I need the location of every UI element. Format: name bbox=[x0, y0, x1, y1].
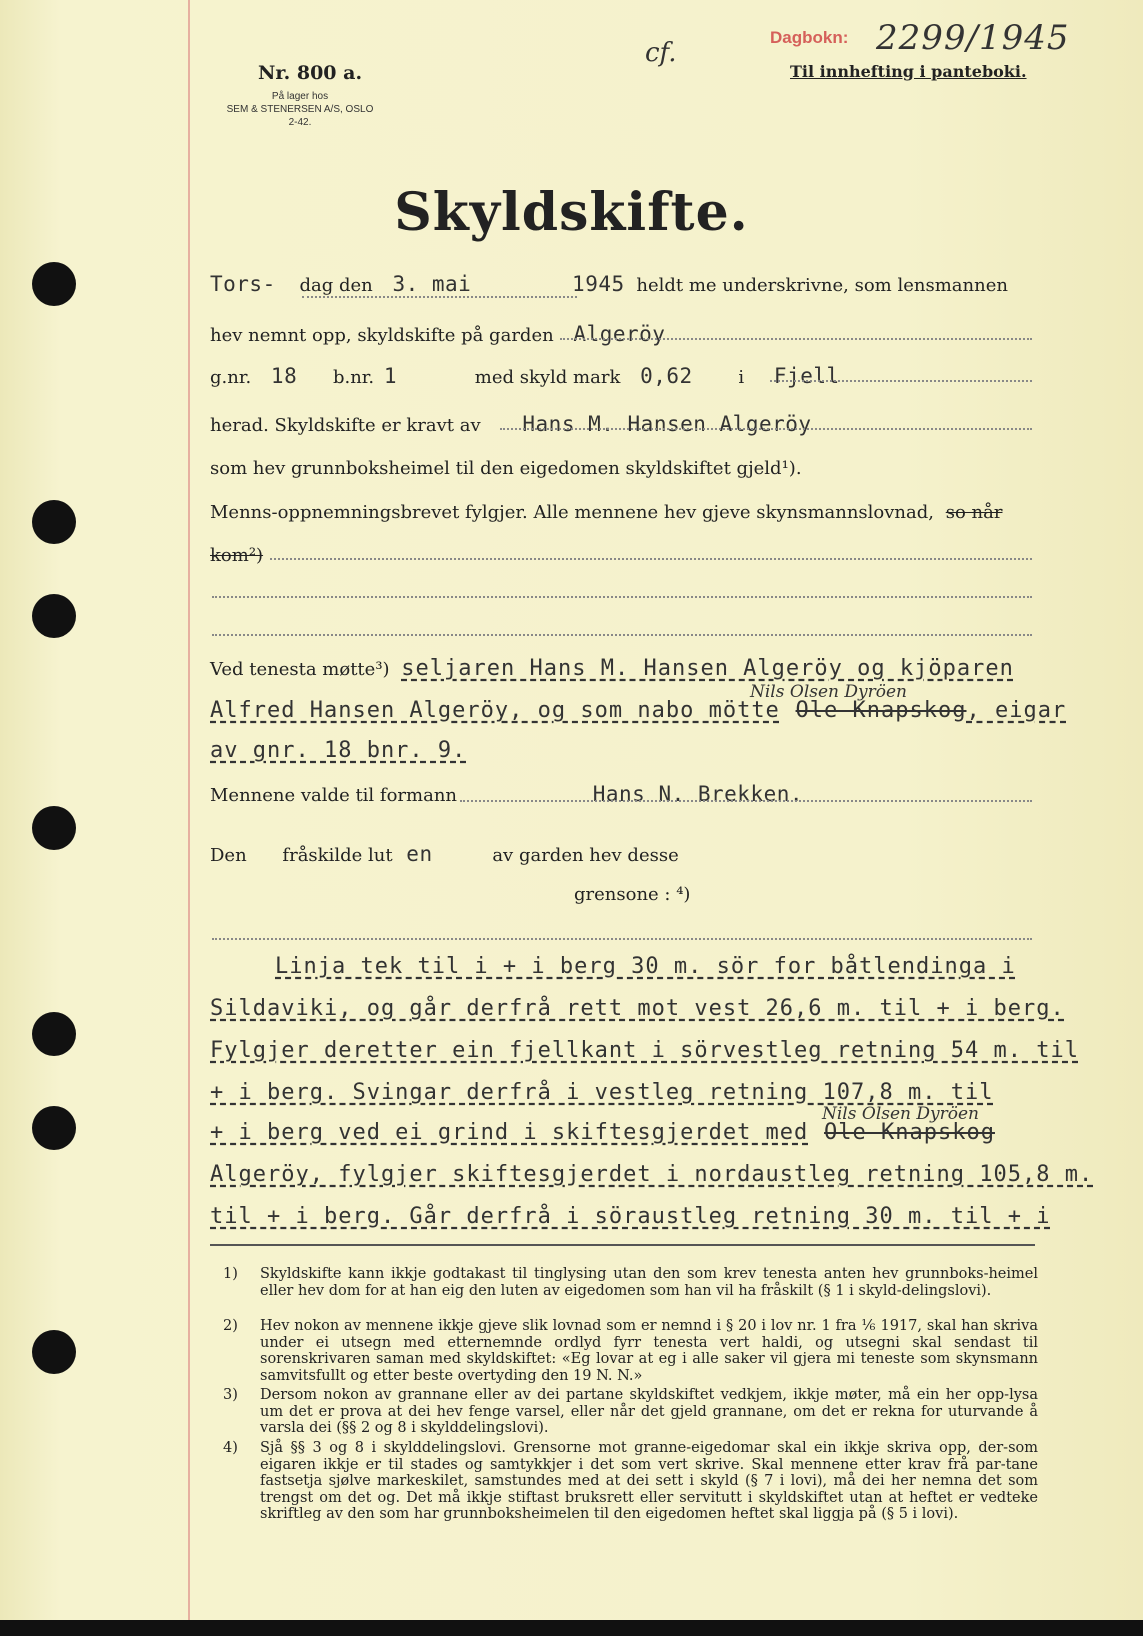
gnr-value: 18 bbox=[270, 364, 298, 388]
binding-note: Til innhefting i panteboki. bbox=[790, 62, 1027, 81]
punch-hole bbox=[32, 500, 76, 544]
line-attendees-3: av gnr. 18 bnr. 9. bbox=[210, 738, 467, 763]
line-gnr: g.nr. 18 b.nr. 1 med skyld mark 0,62 i Fjell bbox=[210, 364, 840, 388]
boundary-line-5: + i berg ved ei grind i skiftesgjerdet med Ole Knapskog bbox=[210, 1120, 995, 1145]
form-number: Nr. 800 a. bbox=[258, 62, 363, 84]
punch-hole bbox=[32, 594, 76, 638]
boundary-line-7: til + i berg. Går derfrå i söraustleg retning 30 m. til + i bbox=[210, 1204, 1051, 1229]
herad-value: Fjell bbox=[773, 364, 840, 388]
requester-value: Hans M. Hansen Algeröy bbox=[522, 412, 812, 436]
line-chairman: Mennene valde til formann Hans N. Brekken. bbox=[210, 782, 804, 806]
date-value: 3. mai bbox=[392, 272, 472, 296]
margin-line bbox=[188, 0, 190, 1620]
line-attendees-2: Alfred Hansen Algeröy, og som nabo mötte Ole Knapskog, eigar bbox=[210, 698, 1067, 723]
year-value: 1945 bbox=[572, 272, 625, 296]
boundary-line-2: Sildaviki, og går derfrå rett mot vest 26,6 m. til + i berg. bbox=[210, 996, 1065, 1021]
boundary-line-6: Algeröy, fylgjer skiftesgjerdet i nordaustleg retning 105,8 m. bbox=[210, 1162, 1094, 1187]
farm-value: Algeröy bbox=[573, 322, 666, 346]
footnote-2: 2) Hev nokon av mennene ikkje gjeve slik lovnad som er nemnd i § 20 i lov nr. 1 fra ⅙ 1917, skal han skriva under ei utsegn med etternemnde ordlyd fyrr tenesta vert haldi, og utsegni skal sendast til sorenskrivaren saman med skyldskiftet: «Eg lovar at eg i alle saker vil gjera mi teneste som skynsmann samvitsfullt og etter beste overtyding den 19 N. N.» bbox=[223, 1318, 1038, 1384]
boundary-line-4: + i berg. Svingar derfrå i vestleg retning 107,8 m. til bbox=[210, 1080, 994, 1105]
line-heimel: som hev grunnboksheimel til den eigedomen skyldskiftet gjeld¹). bbox=[210, 458, 802, 479]
line-date: Tors- dag den 3. mai 1945 heldt me underskrivne, som lensmannen bbox=[210, 272, 1008, 296]
printer-imprint: På lager hos SEM & STENERSEN A/S, OSLO 2-42. bbox=[226, 91, 374, 128]
punch-hole bbox=[32, 1106, 76, 1150]
footnote-4: 4) Sjå §§ 3 og 8 i skylddelingslovi. Grensorne mot granne-eigedomar skal ein ikkje skriva opp, der-som eigaren ikkje er til stades og samtykkjer i det som vert skrive. Skal mennene etter krav frå par-tane fastsetja sjølve markeskilet, samstundes med at dei sett i skyld (§ 7 i lovi), må dei her nemna det som trengst om det og. Det må ikkje stiftast bruksrett eller servitutt i skyldskiftet utan at heftet er vedteke skriftleg av den som har grunnboksheimelen til den eigedomen heftet skal liggja på (§ 5 i lovi). bbox=[223, 1440, 1038, 1522]
handwritten-initials: cf. bbox=[645, 38, 677, 68]
punch-hole bbox=[32, 1330, 76, 1374]
footnote-3: 3) Dersom nokon av grannane eller av dei partane skyldskiftet vedkjem, ikkje møter, må ein her opp-lysa um det er prova at dei hev fenge varsel, eller når det gjeld grannane, om det er rekna for uturvande å varsla dei (§§ 2 og 8 i skylddelingslovi). bbox=[223, 1387, 1038, 1436]
punch-hole bbox=[32, 1012, 76, 1056]
punch-hole bbox=[32, 262, 76, 306]
footnote-1: 1) Skyldskifte kann ikkje godtakast til tinglysing utan den som krev tenesta anten hev grunnboks-heimel eller hev dom for at han eig den luten av eigedomen som han vil ha fråskilt (§ 1 i skyld-delingslovi). bbox=[223, 1266, 1038, 1299]
boundary-line-1: Linja tek til i + i berg 30 m. sör for båtlendinga i bbox=[275, 954, 1016, 979]
boundary-line-3: Fylgjer deretter ein fjellkant i sörvestleg retning 54 m. til bbox=[210, 1038, 1079, 1063]
punch-hole bbox=[32, 806, 76, 850]
line-farm: hev nemnt opp, skyldskifte på garden Algeröy bbox=[210, 322, 666, 346]
handwritten-name: Nils Olsen Dyröen bbox=[750, 682, 907, 702]
bnr-value: 1 bbox=[383, 364, 398, 388]
handwritten-name-2: Nils Olsen Dyröen bbox=[822, 1104, 979, 1124]
chairman-value: Hans N. Brekken. bbox=[592, 782, 804, 806]
line-kom: kom²) bbox=[210, 545, 264, 566]
footnote-divider bbox=[210, 1244, 1035, 1246]
line-grensone: grensone : ⁴) bbox=[574, 884, 691, 905]
line-requester: herad. Skyldskifte er kravt av Hans M. Hansen Algeröy bbox=[210, 412, 812, 436]
line-oppnemning: Menns-oppnemningsbrevet fylgjer. Alle mennene hev gjeve skynsmannslovnad, so når bbox=[210, 502, 1003, 523]
line-lot: Den fråskilde lut en av garden hev desse bbox=[210, 842, 679, 866]
document-title: Skyldskifte. bbox=[394, 182, 749, 243]
scan-edge bbox=[0, 1620, 1143, 1636]
case-number: 2299/1945 bbox=[876, 18, 1070, 58]
mark-value: 0,62 bbox=[640, 364, 693, 388]
stamp-label: Dagbokn: bbox=[770, 28, 849, 47]
line-attendees: Ved tenesta møtte³) seljaren Hans M. Hansen Algeröy og kjöparen bbox=[210, 656, 1014, 681]
day-value: Tors- bbox=[210, 272, 276, 296]
